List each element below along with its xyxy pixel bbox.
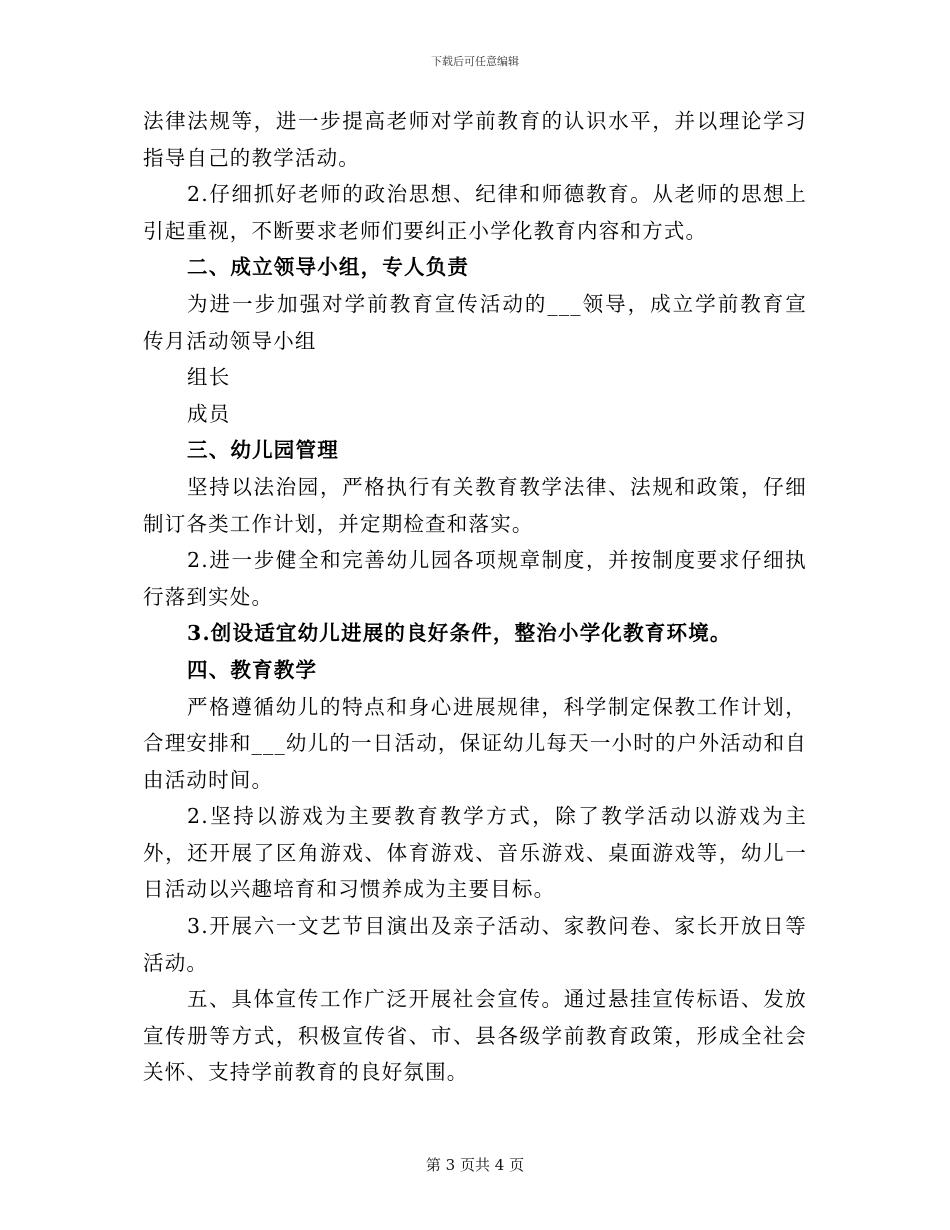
paragraph: 严格遵循幼儿的特点和身心进展规律，科学制定保教工作计划，合理安排和___幼儿的一日活动，保证幼儿每天一小时的户外活动和自由活动时间。	[143, 694, 807, 792]
paragraph: 为进一步加强对学前教育宣传活动的___领导，成立学前教育宣传月活动领导小组	[143, 291, 807, 353]
paragraph: 3.开展六一文艺节目演出及亲子活动、家教问卷、家长开放日等活动。	[143, 914, 807, 975]
paragraph: 2.进一步健全和完善幼儿园各项规章制度，并按制度要求仔细执行落到实处。	[143, 548, 807, 609]
paragraph: 2.仔细抓好老师的政治思想、纪律和师德教育。从老师的思想上引起重视，不断要求老师们要纠正小学化教育内容和方式。	[143, 182, 807, 243]
paragraph: 成员	[187, 401, 231, 426]
document-body	[143, 103, 807, 1091]
paragraph: 2.坚持以游戏为主要教育教学方式，除了教学活动以游戏为主外，还开展了区角游戏、体育游戏、音乐游戏、桌面游戏等，幼儿一日活动以兴趣培育和习惯养成为主要目标。	[143, 804, 807, 902]
section-heading: 三、幼儿园管理	[187, 438, 339, 463]
paragraph: 组长	[187, 365, 231, 390]
paragraph: 坚持以法治园，严格执行有关教育教学法律、法规和政策，仔细制订各类工作计划，并定期检查和落实。	[143, 474, 807, 536]
paragraph: 五、具体宣传工作广泛开展社会宣传。通过悬挂宣传标语、发放宣传册等方式，积极宣传省、市、县各级学前教育政策，形成全社会关怀、支持学前教育的良好氛围。	[143, 987, 807, 1085]
bold-paragraph: 3.创设适宜幼儿进展的良好条件，整治小学化教育环境。	[187, 621, 732, 646]
section-heading: 二、成立领导小组，专人负责	[187, 255, 470, 280]
page-header: 下载后可任意编辑	[431, 55, 519, 68]
page-footer: 第 3 页共 4 页	[425, 1156, 525, 1174]
paragraph: 法律法规等，进一步提高老师对学前教育的认识水平，并以理论学习指导自己的教学活动。	[143, 109, 807, 170]
section-heading: 四、教育教学	[187, 657, 318, 682]
